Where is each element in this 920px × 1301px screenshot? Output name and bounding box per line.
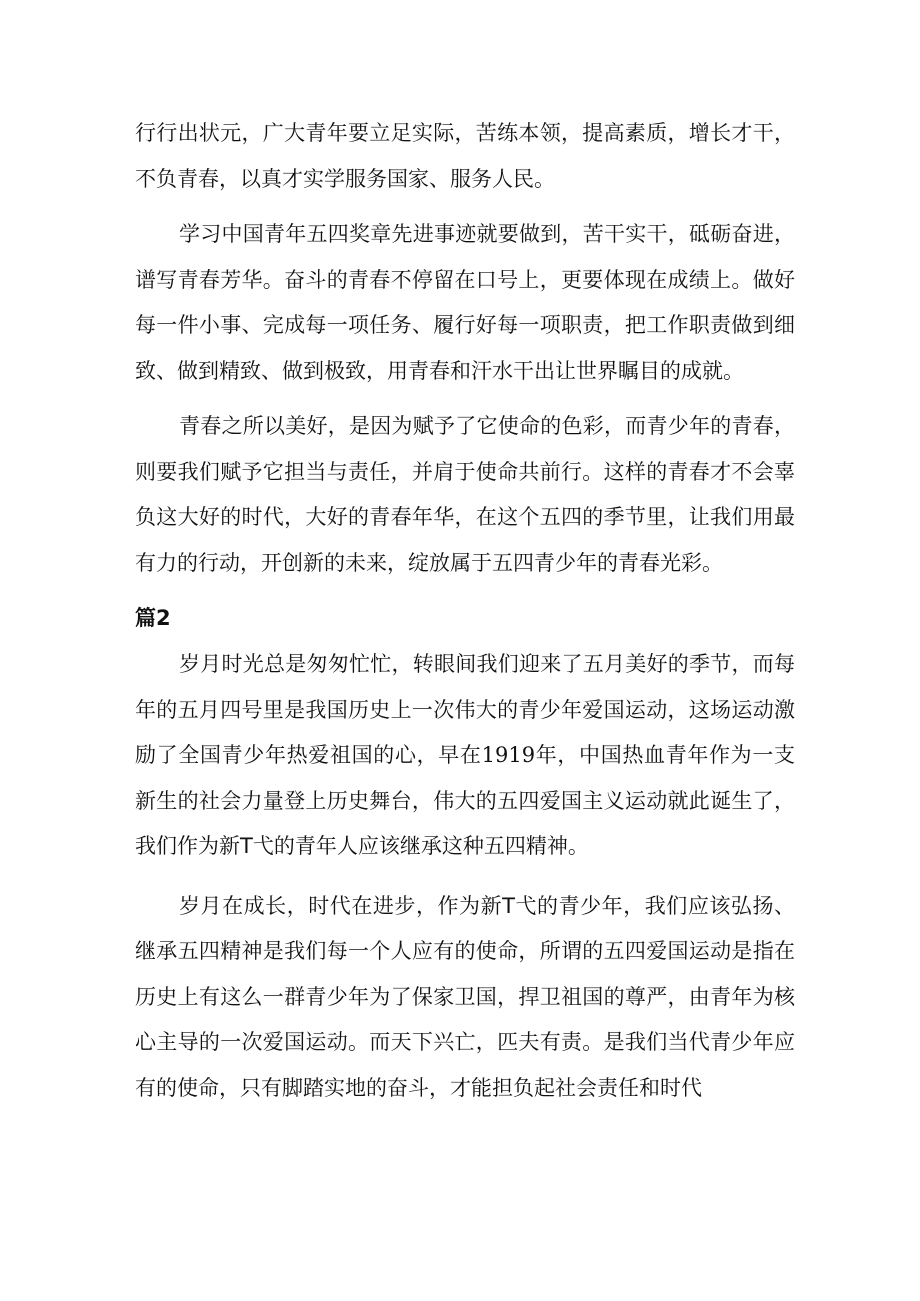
paragraph-3: 青春之所以美好，是因为赋予了它使命的色彩，而青少年的青春，则要我们赋予它担当与责任，并肩于使命共前行。这样的青春才不会辜负这大好的时代，大好的青春年华，在这个五四的季节里，让我们用最有力的行动，开创新的未来，绽放属于五四青少年的青春光彩。 xyxy=(135,414,795,575)
paragraph-4-text-start: 岁月时光总是匆匆忙忙，转眼间我们迎来了五月美好的季节，而每年的五月四号里是我国历史上一次伟大的青少年爱国运动，这场运动激励了全国青少年热爱祖国的心，早在 xyxy=(135,652,795,767)
paragraph-4-text-end: 年，中国热血青年作为一支新生的社会力量登上历史舞台，伟大的五四爱国主义运动就此诞生了，我们作为新T弋的青年人应该继承这种五四精神。 xyxy=(135,743,796,858)
paragraph-2: 学习中国青年五四奖章先进事迹就要做到，苦干实干，砥砺奋进，谱写青春芳华。奋斗的青春不停留在口号上，更要体现在成绩上。做好每一件小事、完成每一项任务、履行好每一项职责，把工作职责做到细致、做到精致、做到极致，用青春和汗水干出让世界瞩目的成就。 xyxy=(135,222,795,383)
paragraph-4 xyxy=(135,642,795,870)
paragraph-4-year: 1919 xyxy=(481,743,536,767)
paragraph-1: 行行出状元，广大青年要立足实际，苦练本领，提高素质，增长才干，不负青春，以真才实学服务国家、服务人民。 xyxy=(135,121,795,191)
section-heading: 篇2 xyxy=(135,606,171,630)
paragraph-5: 岁月在成长，时代在进步，作为新T弋的青少年，我们应该弘扬、继承五四精神是我们每一个人应有的使命，所谓的五四爱国运动是指在历史上有这么一群青少年为了保家卫国，捍卫祖国的尊严，由青年为核心主导的一次爱国运动。而天下兴亡，匹夫有责。是我们当代青少年应有的使命，只有脚踏实地的奋斗，才能担负起社会责任和时代 xyxy=(135,893,795,1100)
document-body xyxy=(135,111,795,1111)
